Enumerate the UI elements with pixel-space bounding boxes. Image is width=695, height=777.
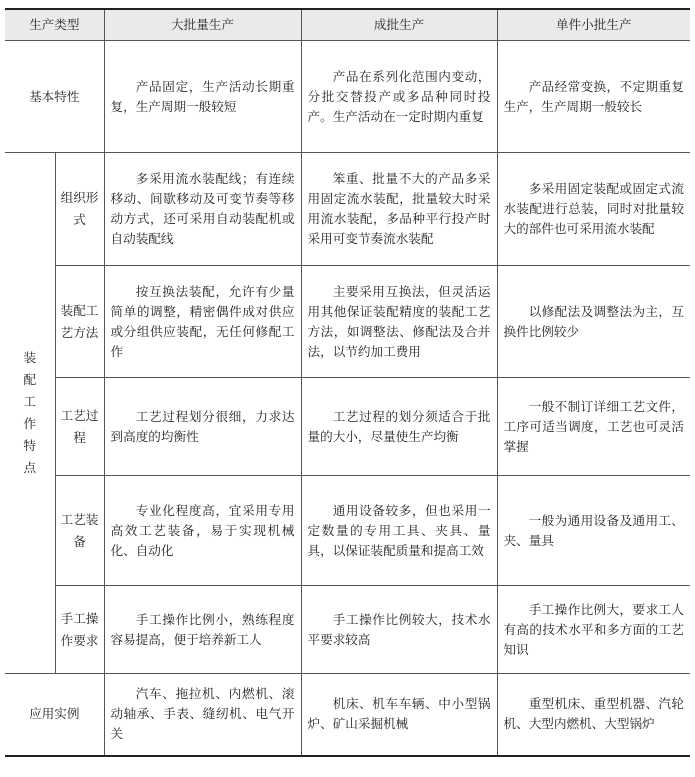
row-label-manual-operation: 手工操作要求: [55, 586, 104, 674]
cell-method-mass: 按互换法装配，允许有少量简单的调整，精密偶件成对供应或分组供应装配，无任何修配工作: [104, 266, 301, 378]
cell-basic-mass: 产品固定，生产活动长期重复，生产周期一般较短: [104, 41, 301, 153]
cell-method-single: 以修配法及调整法为主，互换件比例较少: [497, 266, 690, 378]
row-manual-operation: [5, 586, 690, 674]
cell-manual-mass: 手工操作比例小，熟练程度容易提高，便于培养新工人: [104, 586, 301, 674]
group-label-text: 装 配 工 作 特 点: [23, 350, 37, 475]
row-application-examples: [5, 674, 690, 756]
row-label-organization-form: 组织形式: [55, 153, 104, 266]
cell-organization-single: 多采用固定装配或固定式流水装配进行总装，同时对批量较大的部件也可采用流水装配: [497, 153, 690, 266]
row-assembly-method: [5, 266, 690, 378]
cell-organization-mass: 多采用流水装配线；有连续移动、间歇移动及可变节奏等移动方式，还可采用自动装配机或自动装配线: [104, 153, 301, 266]
row-equipment: [5, 476, 690, 586]
header-batch-production: 成批生产: [301, 9, 497, 41]
cell-process-single: 一般不制订详细工艺文件，工序可适当调度，工艺也可灵活掌握: [497, 378, 690, 476]
header-mass-production: 大批量生产: [104, 9, 301, 41]
cell-manual-single: 手工操作比例大，要求工人有高的技术水平和多方面的工艺知识: [497, 586, 690, 674]
cell-equipment-mass: 专业化程度高，宜采用专用高效工艺装备，易于实现机械化、自动化: [104, 476, 301, 586]
production-type-table: [5, 8, 690, 757]
cell-manual-batch: 手工操作比例较大，技术水平要求较高: [301, 586, 497, 674]
cell-basic-single: 产品经常变换，不定期重复生产，生产周期一般较长: [497, 41, 690, 153]
cell-basic-batch: 产品在系列化范围内变动，分批交替投产或多品种同时投产。生产活动在一定时期内重复: [301, 41, 497, 153]
cell-method-batch: 主要采用互换法，但灵活运用其他保证装配精度的装配工艺方法，如调整法、修配法及合并法，以节约加工费用: [301, 266, 497, 378]
cell-equipment-single: 一般为通用设备及通用工、夹、量具: [497, 476, 690, 586]
row-process: [5, 378, 690, 476]
header-single-small-batch: 单件小批生产: [497, 9, 690, 41]
row-label-examples: 应用实例: [5, 674, 104, 756]
row-organization-form: [5, 153, 690, 266]
header-row: [5, 9, 690, 41]
row-basic-characteristics: [5, 41, 690, 153]
cell-examples-mass: 汽车、拖拉机、内燃机、滚动轴承、手表、缝纫机、电气开关: [104, 674, 301, 756]
row-label-basic: 基本特性: [5, 41, 104, 153]
header-production-type: 生产类型: [5, 9, 104, 41]
cell-process-mass: 工艺过程划分很细，力求达到高度的均衡性: [104, 378, 301, 476]
row-label-process: 工艺过程: [55, 378, 104, 476]
cell-examples-batch: 机床、机车车辆、中小型锅炉、矿山采掘机械: [301, 674, 497, 756]
cell-organization-batch: 笨重、批量不大的产品多采用固定流水装配，批量较大时采用流水装配，多品种平行投产时采用可变节奏流水装配: [301, 153, 497, 266]
cell-examples-single: 重型机床、重型机器、汽轮机、大型内燃机、大型锅炉: [497, 674, 690, 756]
row-label-equipment: 工艺装备: [55, 476, 104, 586]
row-label-assembly-method: 装配工艺方法: [55, 266, 104, 378]
cell-process-batch: 工艺过程的划分须适合于批量的大小，尽量使生产均衡: [301, 378, 497, 476]
group-label-assembly-features: [5, 153, 55, 674]
cell-equipment-batch: 通用设备较多，但也采用一定数量的专用工具、夹具、量具，以保证装配质量和提高工效: [301, 476, 497, 586]
